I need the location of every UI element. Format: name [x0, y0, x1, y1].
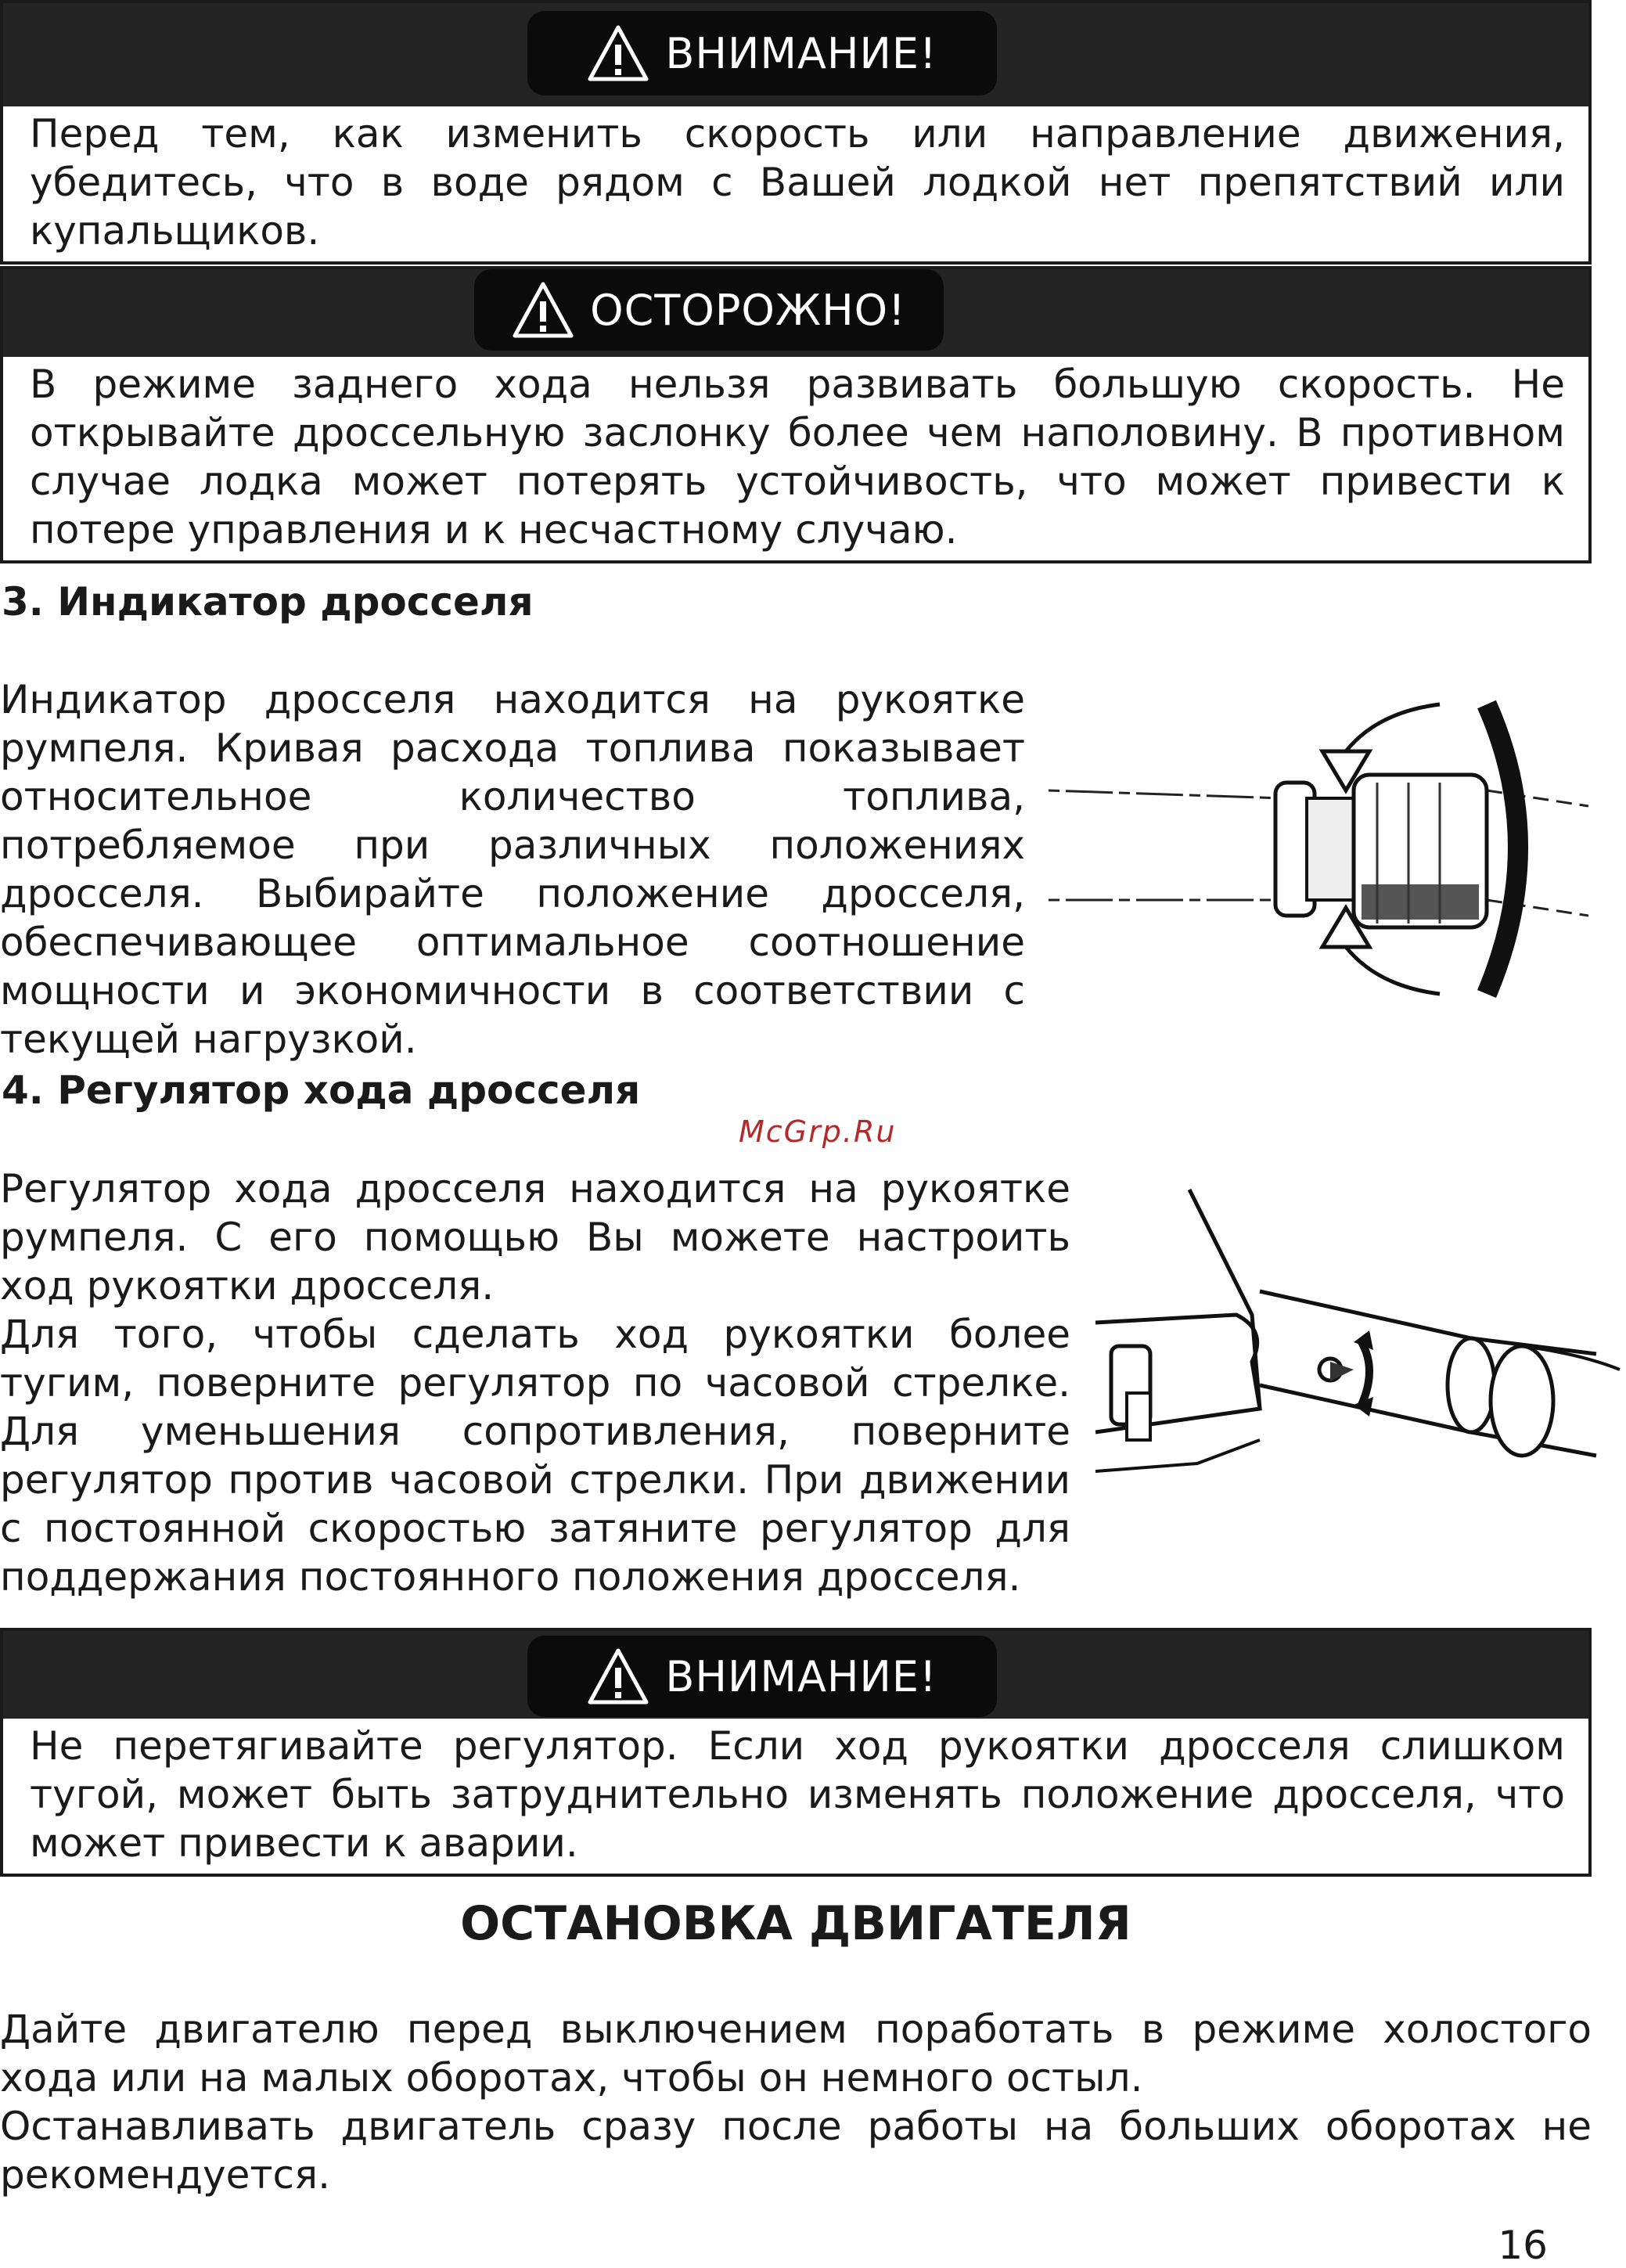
section-3-title: 3. Индикатор дросселя: [2, 579, 534, 625]
section-4-paragraph-2: Для того, чтобы сделать ход рукоятки более тугим, поверните регулятор по часовой стрелке. Для уменьшения сопротивления, поверните регулятор против часовой стрелки. При движении с постоянной скоростью затяните регулятор для поддержания постоянного положения дросселя.: [0, 1312, 1070, 1600]
section-4-paragraph-1: Регулятор хода дросселя находится на рукоятке румпеля. С его помощью Вы можете настроить ход рукоятки дросселя.: [0, 1166, 1070, 1309]
page-number: 16: [1498, 2223, 1548, 2268]
warning-label-pill: [527, 1636, 997, 1717]
warning-box-1: [0, 0, 1592, 265]
watermark: McGrp.Ru: [739, 1114, 897, 1149]
warning-header: [3, 1631, 1588, 1719]
warning-label: ВНИМАНИЕ!: [665, 28, 937, 78]
warning-text: Перед тем, как изменить скорость или направление движения, убедитесь, что в воде рядом с Вашей лодкой нет препятствий или купальщиков.: [30, 111, 1565, 254]
warning-label-pill: [527, 11, 997, 95]
section-4-title: 4. Регулятор хода дросселя: [2, 1067, 641, 1113]
engine-stop-title: ОСТАНОВКА ДВИГАТЕЛЯ: [460, 1896, 1131, 1951]
warning-header: [3, 3, 1588, 106]
warning-label: ВНИМАНИЕ!: [665, 1651, 937, 1701]
warning-box-2: [0, 1628, 1592, 1877]
engine-stop-text: [0, 2005, 1592, 2199]
warning-triangle-icon: [512, 281, 574, 339]
throttle-friction-adjuster-illustration: [1095, 1174, 1626, 1518]
caution-header: [3, 269, 1588, 357]
warning-triangle-icon: [587, 24, 649, 82]
engine-stop-paragraph-2: Останавливать двигатель сразу после работы на больших оборотах не рекомендуется.: [0, 2104, 1592, 2198]
engine-stop-paragraph-1: Дайте двигателю перед выключением поработать в режиме холостого хода или на малых оборотах, чтобы он немного остыл.: [0, 2007, 1592, 2101]
section-3-text: Индикатор дросселя находится на рукоятке румпеля. Кривая расхода топлива показывает относительное количество топлива, потребляемое при различных положениях дросселя. Выбирайте положение дросселя, обеспечивающее оптимальное соотношение мощности и экономичности в соответствии с текущей нагрузкой.: [0, 677, 1025, 1062]
warning-triangle-icon: [587, 1647, 649, 1705]
caution-label: ОСТОРОЖНО!: [590, 285, 906, 335]
caution-text: В режиме заднего хода нельзя развивать большую скорость. Не открывайте дроссельную заслонку более чем наполовину. В противном случае лодка может потерять устойчивость, что может привести к потере управления и к несчастному случаю.: [30, 362, 1565, 553]
section-4-text: [0, 1165, 1070, 1601]
warning-text: Не перетягивайте регулятор. Если ход рукоятки дросселя слишком тугой, может быть затруднительно изменять положение дросселя, что может привести к аварии.: [30, 1723, 1565, 1866]
caution-box: [0, 266, 1592, 563]
throttle-indicator-illustration: [1049, 689, 1596, 1002]
caution-label-pill: [474, 269, 944, 351]
